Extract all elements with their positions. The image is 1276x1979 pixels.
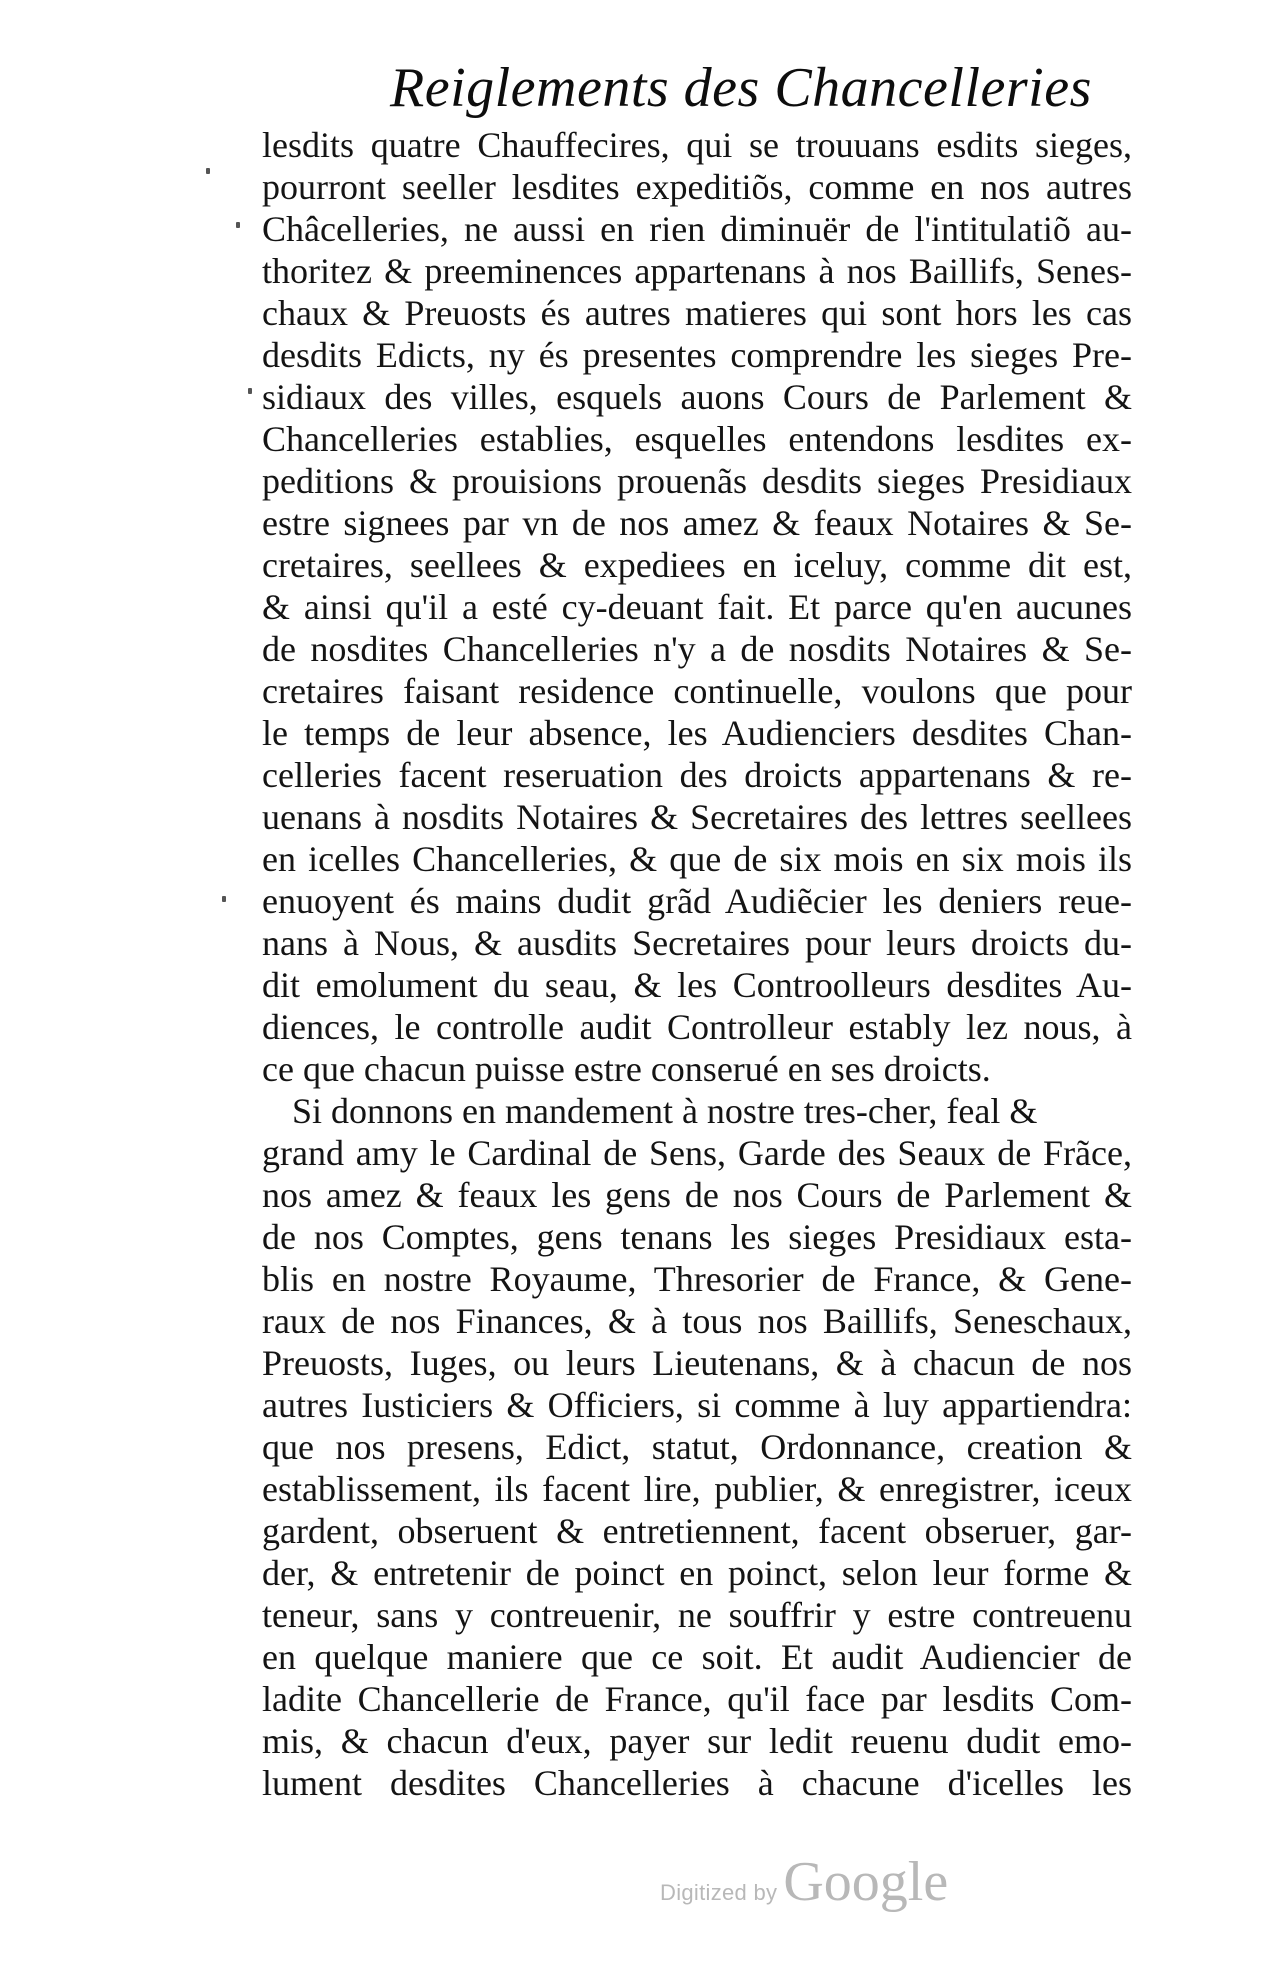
margin-speck: [236, 222, 240, 228]
text-line: nans à Nous, & ausdits Secretaires pour leurs droicts du-: [262, 923, 1132, 963]
text-line: en icelles Chancelleries, & que de six mois en six mois ils: [262, 839, 1132, 879]
text-line: nos amez & feaux les gens de nos Cours de Parlement &: [262, 1175, 1132, 1215]
text-line: diences, le controlle audit Controlleur estably lez nous, à: [262, 1007, 1132, 1047]
text-line: celleries facent reseruation des droicts appartenans & re-: [262, 755, 1132, 795]
text-line: peditions & prouisions prouenãs desdits sieges Presidiaux: [262, 461, 1132, 501]
text-line: Chancelleries establies, esquelles entendons lesdites ex-: [262, 419, 1132, 459]
text-line: Châcelleries, ne aussi en rien diminuër de l'intitulatiõ au-: [262, 209, 1132, 249]
watermark-prefix: Digitized by: [660, 1880, 778, 1905]
text-line: estre signees par vn de nos amez & feaux Notaires & Se-: [262, 503, 1132, 543]
text-line: de nosdites Chancelleries n'y a de nosdits Notaires & Se-: [262, 629, 1132, 669]
text-line: blis en nostre Royaume, Thresorier de France, & Gene-: [262, 1259, 1132, 1299]
text-line: ce que chacun puisse estre conserué en ses droicts.: [262, 1049, 991, 1089]
text-line: teneur, sans y contreuenir, ne souffrir y estre contreuenu: [262, 1595, 1132, 1635]
running-head: Reiglements des Chancelleries: [390, 57, 1092, 119]
margin-speck: [206, 168, 210, 174]
text-line: thoritez & preeminences appartenans à nos Baillifs, Senes-: [262, 251, 1132, 291]
text-line: chaux & Preuosts és autres matieres qui sont hors les cas: [262, 293, 1132, 333]
text-line: de nos Comptes, gens tenans les sieges Presidiaux esta-: [262, 1217, 1132, 1257]
text-line: desdits Edicts, ny és presentes comprendre les sieges Pre-: [262, 335, 1132, 375]
margin-speck: [248, 388, 252, 394]
text-line: enuoyent és mains dudit grãd Audiẽcier les deniers reue-: [262, 881, 1132, 921]
text-line: le temps de leur absence, les Audienciers desdites Chan-: [262, 713, 1132, 753]
text-line: cretaires, seellees & expediees en iceluy, comme dit est,: [262, 545, 1132, 585]
margin-speck: [222, 896, 226, 902]
text-line: lument desdites Chancelleries à chacune d'icelles les: [262, 1763, 1132, 1803]
text-line: der, & entretenir de poinct en poinct, selon leur forme &: [262, 1553, 1132, 1593]
text-line: establissement, ils facent lire, publier, & enregistrer, iceux: [262, 1469, 1132, 1509]
text-line: Preuosts, Iuges, ou leurs Lieutenans, & à chacun de nos: [262, 1343, 1132, 1383]
text-line: gardent, obseruent & entretiennent, facent obseruer, gar-: [262, 1511, 1132, 1551]
text-line: mis, & chacun d'eux, payer sur ledit reuenu dudit emo-: [262, 1721, 1132, 1761]
digitized-by-google-watermark: [660, 1850, 1000, 1930]
text-line: & ainsi qu'il a esté cy-deuant fait. Et parce qu'en aucunes: [262, 587, 1132, 627]
text-line: raux de nos Finances, & à tous nos Baillifs, Seneschaux,: [262, 1301, 1132, 1341]
text-line: lesdits quatre Chauffecires, qui se trouuans esdits sieges,: [262, 125, 1132, 165]
google-logo: Google: [783, 1851, 949, 1913]
text-line: grand amy le Cardinal de Sens, Garde des Seaux de Frãce,: [262, 1133, 1132, 1173]
text-line: cretaires faisant residence continuelle, voulons que pour: [262, 671, 1132, 711]
text-line: autres Iusticiers & Officiers, si comme à luy appartiendra:: [262, 1385, 1132, 1425]
text-line: dit emolument du seau, & les Controolleurs desdites Au-: [262, 965, 1132, 1005]
text-line: sidiaux des villes, esquels auons Cours de Parlement &: [262, 377, 1132, 417]
text-line: que nos presens, Edict, statut, Ordonnance, creation &: [262, 1427, 1132, 1467]
text-line: uenans à nosdits Notaires & Secretaires des lettres seellees: [262, 797, 1132, 837]
paragraph-first-line: Si donnons en mandement à nostre tres-cher, feal &: [292, 1091, 1038, 1131]
text-line: ladite Chancellerie de France, qu'il face par lesdits Com-: [262, 1679, 1132, 1719]
text-line: en quelque maniere que ce soit. Et audit Audiencier de: [262, 1637, 1132, 1677]
text-line: pourront seeller lesdites expeditiõs, comme en nos autres: [262, 167, 1132, 207]
body-text: [262, 124, 1132, 1804]
